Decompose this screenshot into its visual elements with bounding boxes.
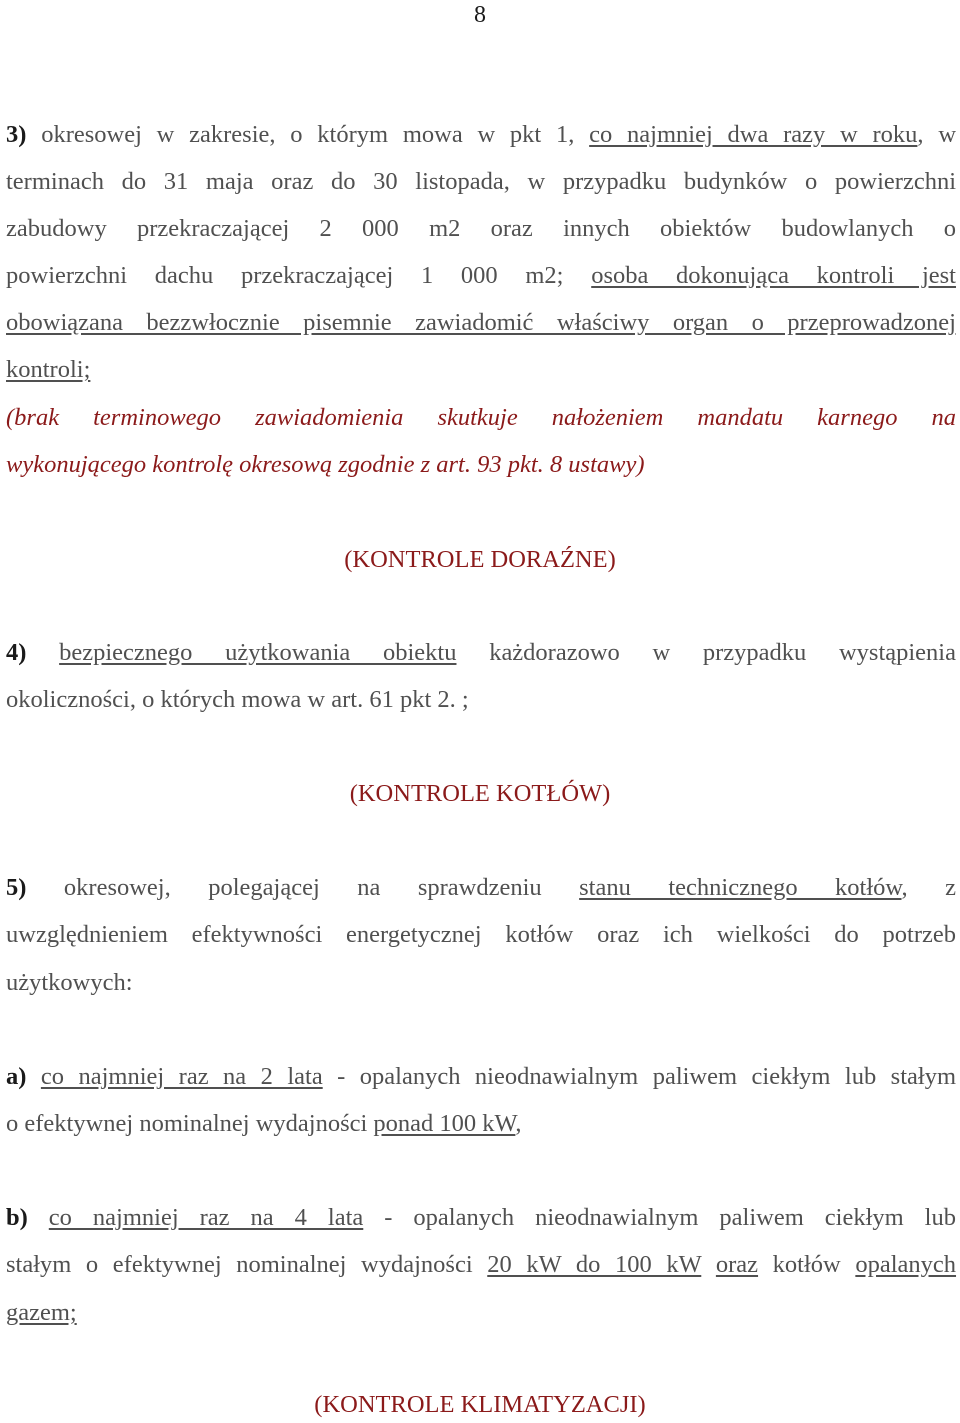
item-4-subject: bezpiecznego użytkowania obiektu xyxy=(59,639,457,666)
item-b-power: 20 kW do 100 kW xyxy=(487,1251,702,1278)
item-a-text: - opalanych nieodnawialnym paliwem ciekłym lub stałym xyxy=(337,1063,956,1090)
item-4-number: 4) xyxy=(6,639,27,666)
item-3-obligation-b: obowiązana bezzwłocznie pisemnie zawiadomić właściwy organ o przeprowadzonej xyxy=(6,309,956,336)
item-3-obligation-c: kontroli; xyxy=(6,356,91,383)
item-a-letter: a) xyxy=(6,1063,27,1090)
page-number: 8 xyxy=(474,2,486,28)
item-3-line-3: zabudowy przekraczającej 2 000 m2 oraz innych obiektów budowlanych o xyxy=(6,215,956,242)
item-a-comma: , xyxy=(515,1110,522,1137)
item-5-number: 5) xyxy=(6,874,27,901)
item-3-text-end: , w xyxy=(917,121,957,148)
item-b-opalanych: opalanych xyxy=(855,1251,957,1278)
item-3-number: 3) xyxy=(6,121,27,148)
item-b-line-2: stałym o efektywnej nominalnej wydajności xyxy=(6,1251,473,1278)
item-a-line-2: o efektywnej nominalnej wydajności xyxy=(6,1110,368,1137)
item-b-kotlow: kotłów xyxy=(772,1251,841,1278)
heading-kontrole-dorazne: (KONTROLE DORAŹNE) xyxy=(344,546,616,573)
item-3-frequency: co najmniej dwa razy w roku xyxy=(589,121,918,148)
item-3-line-2: terminach do 31 maja oraz do 30 listopada, w przypadku budynków o powierzchni xyxy=(6,168,956,195)
item-4-line-2: okoliczności, o których mowa w art. 61 pkt 2. ; xyxy=(6,686,469,713)
item-b-frequency: co najmniej raz na 4 lata xyxy=(48,1204,364,1231)
item-3-text: okresowej w zakresie, o którym mowa w pkt 1, xyxy=(41,121,575,148)
item-a-power: ponad 100 kW xyxy=(373,1110,516,1137)
item-3-note-line-2: wykonującego kontrolę okresową zgodnie z art. 93 pkt. 8 ustawy) xyxy=(6,451,645,478)
item-3-line-4: powierzchni dachu przekraczającej 1 000 m2; xyxy=(6,262,564,289)
item-5-line-2: uwzględnieniem efektywności energetycznej kotłów oraz ich wielkości do potrzeb xyxy=(6,921,956,948)
item-5-subject: stanu technicznego kotłów xyxy=(579,874,902,901)
item-3-obligation-a: osoba dokonująca kontroli jest xyxy=(591,262,956,289)
heading-kontrole-kotlow: (KONTROLE KOTŁÓW) xyxy=(349,780,611,807)
item-5-text: okresowej, polegającej na sprawdzeniu xyxy=(63,874,542,901)
item-a-frequency: co najmniej raz na 2 lata xyxy=(40,1063,323,1090)
item-b-text: - opalanych nieodnawialnym paliwem ciekłym lub xyxy=(384,1204,956,1231)
item-b-oraz: oraz xyxy=(715,1251,759,1278)
item-b-gazem: gazem; xyxy=(6,1299,77,1326)
item-b-letter: b) xyxy=(6,1204,28,1231)
item-4-text: każdorazowo w przypadku wystąpienia xyxy=(489,639,956,666)
item-5-line-3: użytkowych: xyxy=(6,969,133,996)
item-5-text-end: , z xyxy=(901,874,957,901)
item-3-note-line-1: (brak terminowego zawiadomienia skutkuje nałożeniem mandatu karnego na xyxy=(6,404,956,431)
heading-kontrole-klimatyzacji: (KONTROLE KLIMATYZACJI) xyxy=(314,1391,646,1418)
